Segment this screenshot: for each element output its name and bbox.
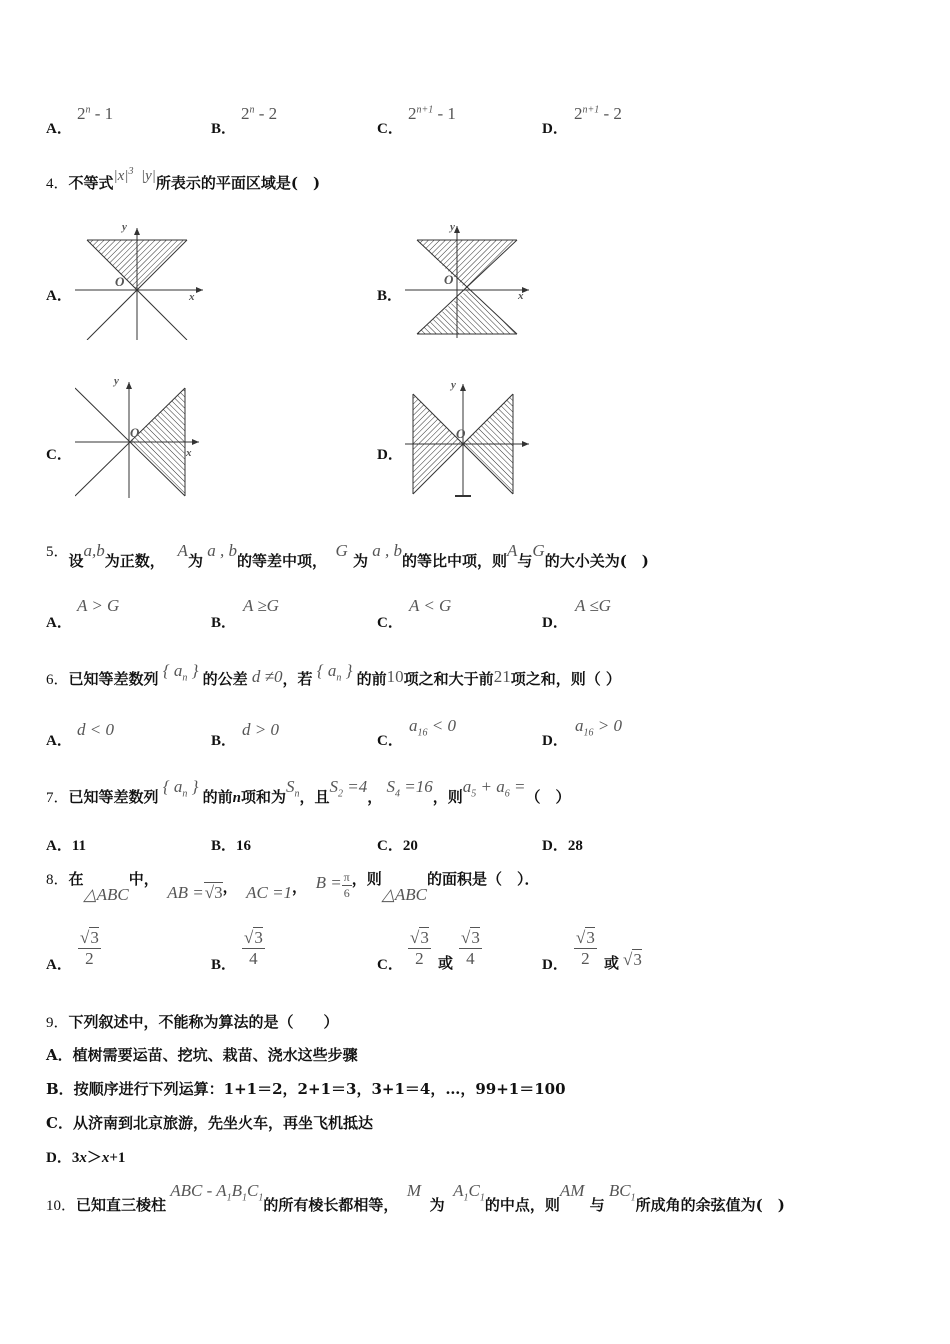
- q8-option-d-label: D．: [542, 957, 568, 973]
- q7-option-d: D．28: [542, 838, 583, 854]
- q4-graph-b: [405, 218, 540, 340]
- q6-option-c-math: $a_{16} < 0$: [409, 716, 456, 739]
- q10-stem: 10．已知直三棱柱 ABC - $A_1B_1C_1$的所有棱长都相等， M 为 $A_1C_1$的中点，则AM 与 $BC_1$所成角的余弦值为( ): [46, 1181, 785, 1214]
- q8-option-b-label: B．: [211, 957, 237, 973]
- q4-c-origin: O: [130, 425, 140, 440]
- q8-stem: 8．在△ABC中， AB =√3， AC =1， B = $\frac{\pi}{6}$ ，则△ABC的面积是（ ）．: [46, 870, 540, 904]
- q6-option-b-math: d > 0: [242, 720, 279, 739]
- q5-option-d-label: D．: [542, 615, 568, 631]
- q9-option-c: C．从济南到北京旅游，先坐火车，再坐飞机抵达: [46, 1114, 373, 1132]
- q5-stem: 5．设a,b为正数， A为 a , b的等差中项， G 为 a , b的等比中项，则A与G的大小关为( ): [46, 541, 649, 570]
- q4-c-axis-y: y: [114, 375, 119, 387]
- q3-option-b-math: 2$^n$ - 2: [241, 104, 278, 123]
- q5-option-a-label: A．: [46, 615, 72, 631]
- q8-option-d-frac: $\frac{√3}{2}$: [576, 928, 595, 968]
- q7-option-b: B．16: [211, 838, 252, 854]
- q6-option-a-label: A．: [46, 733, 72, 749]
- q6-option-a-math: d < 0: [77, 720, 114, 739]
- q4-a-axis-y: y: [122, 221, 127, 233]
- q8-option-a-frac: $\frac{√3}{2}$: [80, 928, 99, 968]
- q4-d-axis-y: y: [451, 379, 456, 391]
- q3-option-d-math: $2^{n+1} - 2$: [574, 104, 622, 123]
- q7-option-a: A．11: [46, 838, 87, 854]
- q4-a-origin: O: [115, 274, 125, 289]
- q8-option-d-or: 或: [604, 954, 620, 972]
- q5-option-c-math: A < G: [409, 596, 452, 615]
- q3-option-d-label: D．: [542, 121, 568, 137]
- q5-option-d-math: A ≤G: [575, 596, 611, 615]
- q9-stem: 9．下列叙述中，不能称为算法的是（ ）: [46, 1013, 339, 1031]
- q7-stem: 7．已知等差数列 { $a_n$ } 的前n项和为$S_n$，且$S_2 =4$， $S_4 =16$，则$a_5 + a_6$ =（ ）: [46, 777, 571, 806]
- q9-option-a: A．植树需要运苗、挖坑、栽苗、浇水这些步骤: [46, 1046, 358, 1064]
- q6-stem: 6．已知等差数列 { $a_n$ } 的公差 d ≠0，若 { $a_n$ } 的前10项之和大于前21项之和，则（ ）: [46, 661, 621, 688]
- q6-option-c-label: C．: [377, 733, 403, 749]
- q8-option-c-or: 或: [438, 954, 454, 972]
- q4-graph-d: [405, 378, 540, 500]
- q4-c-axis-x: x: [186, 447, 192, 459]
- q4-a-axis-x: x: [189, 291, 195, 303]
- q4-option-b-label: B．: [377, 288, 403, 304]
- q5-option-c-label: C．: [377, 615, 403, 631]
- q4-stem: 4．不等式$|x|^3$ |y|所表示的平面区域是( ): [46, 166, 321, 192]
- q5-option-a-math: A > G: [77, 596, 120, 615]
- q4-b-axis-y: y: [450, 221, 455, 233]
- q8-option-b-frac: $\frac{√3}{4}$: [244, 928, 263, 968]
- q3-option-b-label: B．: [211, 121, 237, 137]
- q3-option-a-label: A．: [46, 121, 72, 137]
- q4-d-origin: O: [456, 426, 466, 441]
- q3-option-c-label: C．: [377, 121, 403, 137]
- q8-option-c-frac1: $\frac{√3}{2}$: [410, 928, 429, 968]
- q6-option-b-label: B．: [211, 733, 237, 749]
- q8-option-d-sqrt: √3: [623, 950, 642, 969]
- q6-option-d-label: D．: [542, 733, 568, 749]
- q5-option-b-math: A ≥G: [243, 596, 279, 615]
- q4-graph-a: [75, 218, 210, 340]
- q6-option-d-math: $a_{16} > 0$: [575, 716, 622, 739]
- q4-option-c-label: C．: [46, 447, 72, 463]
- q5-option-b-label: B．: [211, 615, 237, 631]
- q9-option-b: B．按顺序进行下列运算：1+1＝2，2+1＝3，3+1＝4，…，99+1＝100: [46, 1080, 566, 1098]
- q4-graph-c: [75, 378, 210, 500]
- q8-option-c-frac2: $\frac{√3}{4}$: [461, 928, 480, 968]
- q4-option-d-label: D．: [377, 447, 403, 463]
- q3-option-a-math: 2$^n$ - 1: [77, 104, 114, 123]
- q9-option-d: D．3x＞x+1: [46, 1148, 126, 1166]
- q3-option-c-math: $2^{n+1} - 1$: [408, 104, 456, 123]
- q8-option-a-label: A．: [46, 957, 72, 973]
- q4-b-origin: O: [444, 272, 454, 287]
- q8-option-c-label: C．: [377, 957, 403, 973]
- q4-b-axis-x: x: [518, 290, 524, 302]
- q7-option-c: C．20: [377, 838, 418, 854]
- q4-option-a-label: A．: [46, 288, 72, 304]
